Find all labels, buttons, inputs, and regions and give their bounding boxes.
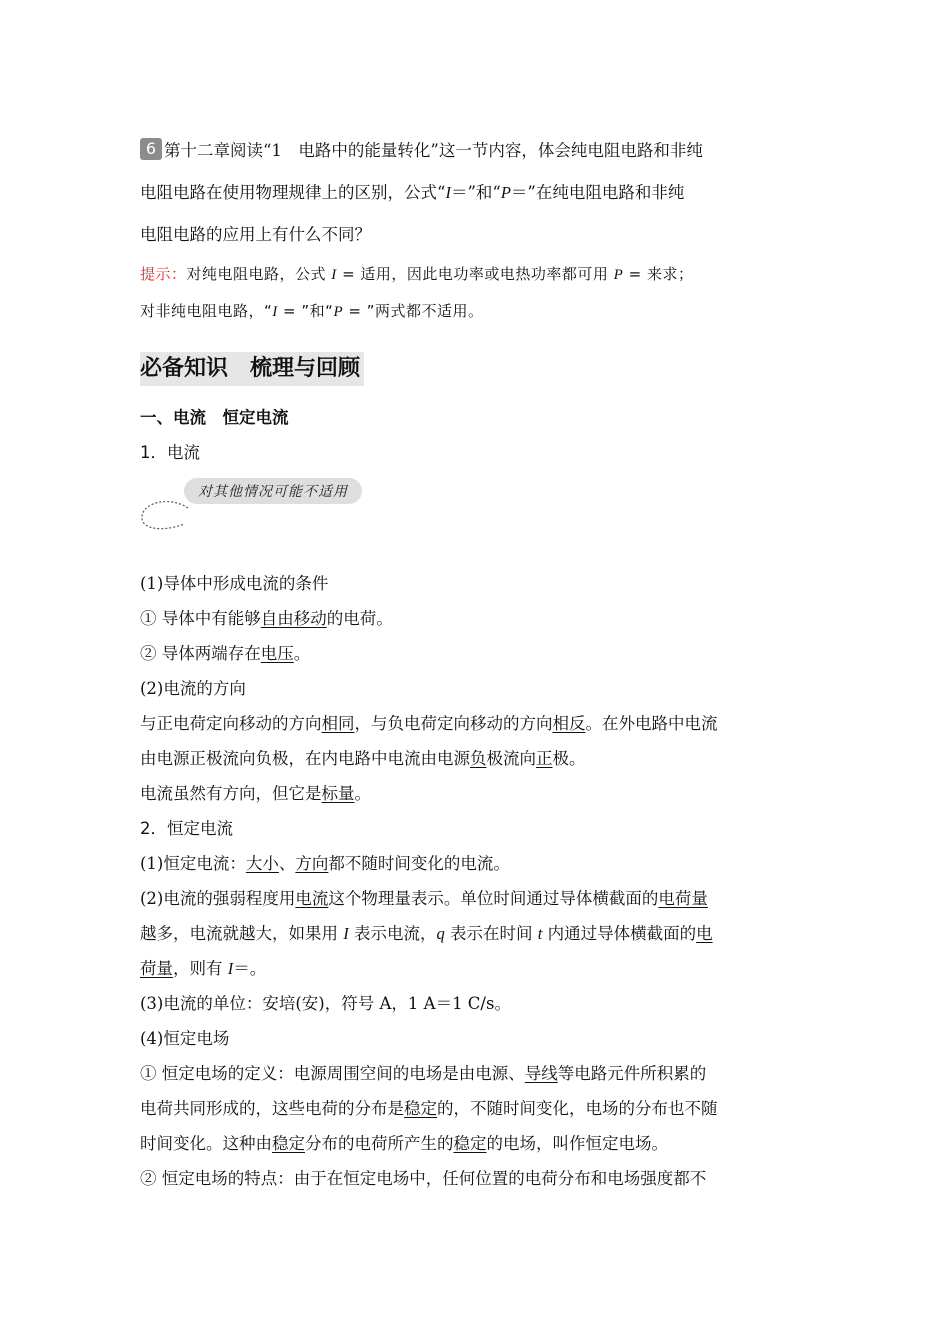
subheading-steady-current: 2．恒定电流 [140,819,233,838]
cond-title: (1)导体中形成电流的条件 [140,574,329,593]
question-line-3: 电阻电路的应用上有什么不同？ [140,225,371,244]
dir-line-2: 由电源正极流向负极，在内电路中电流由电源负极流向正极。 [140,749,586,768]
steady-p5-line-2: 电荷共同形成的，这些电荷的分布是稳定的，不随时间变化，电场的分布也不随 [140,1099,718,1118]
note-text: 对其他情况可能不适用 [184,478,362,504]
question-line-2: 电阻电路在使用物理规律上的区别，公式“I＝”和“P＝”在纯电阻电路和非纯 [140,183,685,202]
dir-line-1: 与正电荷定向移动的方向相同，与负电荷定向移动的方向相反。在外电路中电流 [140,714,718,733]
question-number-badge: 6 [140,138,162,160]
document-page [140,130,812,1196]
hint-line-1: 提示：对纯电阻电路，公式 I = 适用，因此电功率或电热功率都可用 P = 来求； [140,265,694,283]
steady-p3: (3)电流的单位：安培(安)，符号 A，1 A＝1 C/s。 [140,994,511,1013]
dir-title: (2)电流的方向 [140,679,246,698]
question-line-1: 6 第十二章阅读“1 电路中的能量转化”这一节内容，体会纯电阻电路和非纯 [140,130,812,172]
heading-current: 一、电流 恒定电流 [140,408,289,427]
steady-p6: ② 恒定电场的特点：由于在恒定电场中，任何位置的电荷分布和电场强度都不 [140,1169,707,1188]
steady-p2-line-3: 荷量，则有 I＝。 [140,959,267,978]
steady-p2-line-1: (2)电流的强弱程度用电流这个物理量表示。单位时间通过导体横截面的电荷量 [140,889,708,908]
steady-p5-line-3: 时间变化。这种由稳定分布的电荷所产生的稳定的电场，叫作恒定电场。 [140,1134,668,1153]
hint-label: 提示： [140,265,187,283]
steady-p5-line-1: ① 恒定电场的定义：电源周围空间的电场是由电源、导线等电路元件所积累的 [140,1064,707,1083]
dir-line-3: 电流虽然有方向，但它是标量。 [140,784,371,803]
steady-p1: (1)恒定电流：大小、方向都不随时间变化的电流。 [140,854,510,873]
hint-line-2: 对非纯电阻电路，“I = ”和“P = ”两式都不适用。 [140,302,484,320]
steady-p4: (4)恒定电场 [140,1029,230,1048]
subheading-current: 1．电流 [140,443,200,462]
margin-note [140,470,812,566]
section-title: 必备知识 梳理与回顾 [140,352,364,386]
cond-item-1: ① 导体中有能够自由移动的电荷。 [140,609,393,628]
cond-item-2: ② 导体两端存在电压。 [140,644,311,663]
steady-p2-line-2: 越多，电流就越大，如果用 I 表示电流，q 表示在时间 t 内通过导体横截面的电 [140,924,713,943]
